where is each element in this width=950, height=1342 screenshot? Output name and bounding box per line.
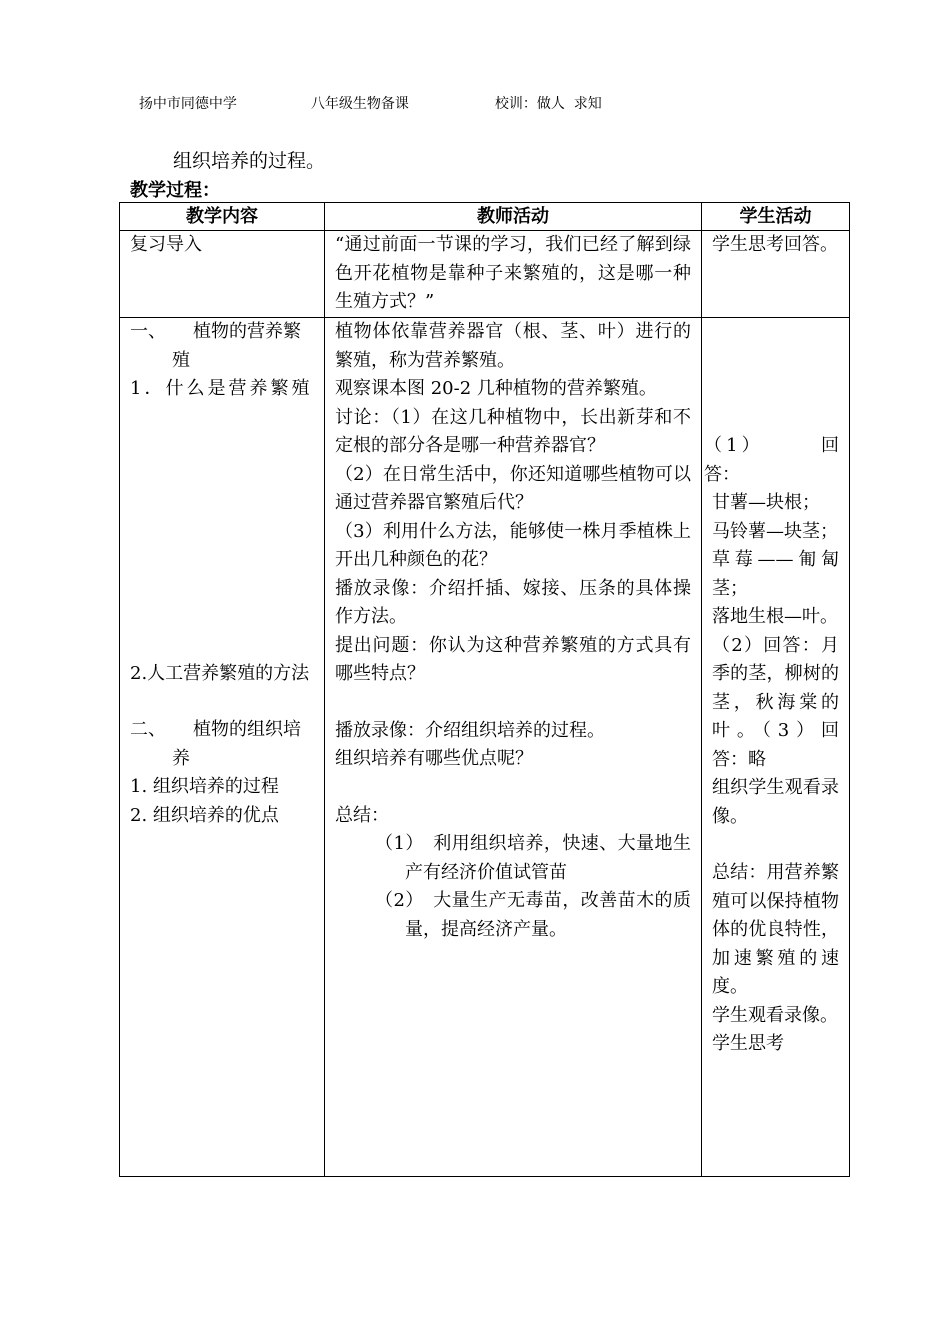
header-content: 教学内容 [120, 203, 325, 231]
teacher-para-8: 播放录像：介绍组织培养的过程。 [335, 719, 605, 741]
table-header-row [120, 203, 850, 231]
teacher-para-1: 植物体依靠营养器官（根、茎、叶）进行的繁殖，称为营养繁殖。 [335, 321, 691, 371]
student-answer-10: 学生思考 [712, 1033, 784, 1054]
teacher-summary-item-1: （1） 利用组织培养，快速、大量地生产有经济价值试管苗 [375, 833, 691, 883]
intro-text: 组织培养的过程。 [173, 150, 326, 172]
section-1-item-1: 1．什么是营养繁殖 [130, 378, 313, 399]
row2-content [120, 318, 325, 1177]
page-header [130, 77, 830, 113]
student-answer-4: 草莓——匍匐茎； [712, 549, 839, 599]
teacher-para-9: 组织培养有哪些优点呢？ [335, 748, 533, 769]
student-answer-2: 甘薯—块根； [712, 492, 820, 513]
student-answer-5: 落地生根—叶。 [712, 606, 838, 627]
teacher-para-7: 提出问题：你认为这种营养繁殖的方式具有哪些特点？ [335, 634, 691, 684]
row1-teacher: “通过前面一节课的学习，我们已经了解到绿色开花植物是靠种子来繁殖的，这是哪一种生殖方式？” [325, 231, 702, 318]
section-2-item-1: 1. 组织培养的过程 [130, 776, 279, 797]
lesson-table [119, 202, 850, 1177]
header-motto: 校训：做人 求知 [494, 96, 602, 112]
row2-teacher [325, 318, 702, 1177]
student-answer-3: 马铃薯—块茎； [712, 520, 838, 542]
teacher-para-3: 讨论：（1）在这几种植物中，长出新芽和不定根的部分各是哪一种营养器官？ [335, 406, 691, 456]
row1-content: 复习导入 [120, 231, 325, 318]
section-title: 教学过程： [130, 180, 220, 201]
student-answer-7: 组织学生观看录像。 [712, 777, 839, 827]
teacher-summary-label: 总结： [335, 804, 389, 826]
header-student: 学生活动 [702, 203, 850, 231]
teacher-para-4: （2）在日常生活中，你还知道哪些植物可以通过营养器官繁殖后代？ [335, 463, 691, 513]
student-answer-1: （1） 回答： [704, 435, 839, 485]
teacher-summary-item-2: （2） 大量生产无毒苗，改善苗木的质量，提高经济产量。 [375, 890, 691, 940]
header-school: 扬中市同德中学 [138, 96, 237, 112]
row1-student: 学生思考回答。 [702, 231, 850, 318]
teacher-para-5: （3）利用什么方法，能够使一株月季植株上开出几种颜色的花？ [335, 520, 691, 570]
row2-student [702, 318, 850, 1177]
teacher-para-6: 播放录像：介绍扦插、嫁接、压条的具体操作方法。 [335, 577, 691, 627]
header-teacher: 教师活动 [325, 203, 702, 231]
teacher-para-2: 观察课本图 20-2 几种植物的营养繁殖。 [335, 378, 657, 399]
student-answer-6: （2）回答：月季的茎，柳树的茎，秋海棠的叶。（3）回答：略 [712, 634, 839, 770]
section-1-item-2: 2.人工营养繁殖的方法 [130, 662, 310, 684]
student-answer-9: 学生观看录像。 [712, 1004, 838, 1026]
section-2-item-2: 2. 组织培养的优点 [130, 804, 279, 826]
table-row [120, 231, 850, 318]
student-summary: 总结：用营养繁殖可以保持植物体的优良特性，加速繁殖的速度。 [712, 862, 839, 997]
section-2-title: 二、 植物的组织培养 [130, 719, 301, 769]
section-1-title: 一、 植物的营养繁殖 [130, 321, 301, 371]
table-row [120, 318, 850, 1177]
header-course: 八年级生物备课 [310, 96, 409, 112]
